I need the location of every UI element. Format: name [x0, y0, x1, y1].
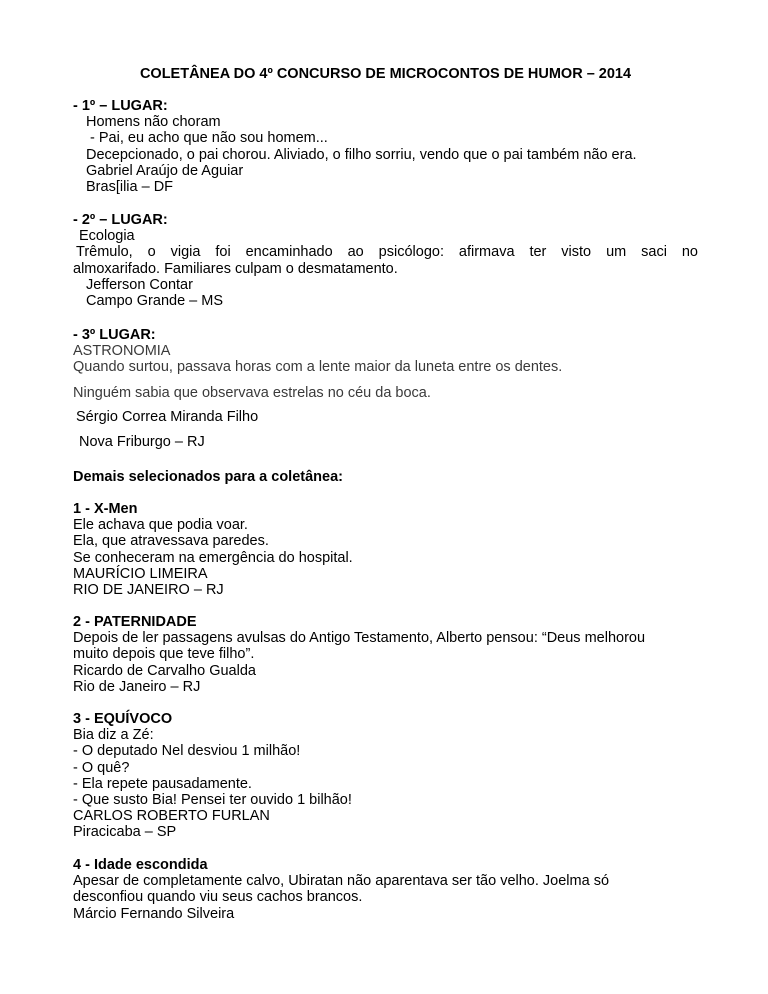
story-city: RIO DE JANEIRO – RJ — [73, 582, 224, 599]
story-line: - O deputado Nel desviou 1 milhão! — [73, 743, 301, 760]
story-x-men — [73, 501, 698, 598]
story-line: Depois de ler passagens avulsas do Antigo Testamento, Alberto pensou: “Deus melhorou — [73, 630, 646, 647]
first-author: Gabriel Araújo de Aguiar — [86, 162, 244, 179]
second-author: Jefferson Contar — [86, 276, 193, 293]
story-author: Márcio Fernando Silveira — [73, 905, 235, 922]
first-place-heading: - 1º – LUGAR: — [73, 98, 168, 114]
story-heading: 4 - Idade escondida — [73, 857, 208, 873]
third-author-block — [73, 409, 698, 425]
story-heading: 2 - PATERNIDADE — [73, 614, 197, 630]
third-story-line: Ninguém sabia que observava estrelas no céu da boca. — [73, 385, 431, 401]
first-city: Bras[ilia – DF — [86, 179, 174, 196]
second-city: Campo Grande – MS — [86, 293, 224, 310]
third-place-section — [73, 327, 698, 376]
story-city: Piracicaba – SP — [73, 824, 177, 841]
story-line: Bia diz a Zé: — [73, 727, 154, 744]
third-place-heading: - 3º LUGAR: — [73, 327, 156, 343]
story-heading: 3 - EQUÍVOCO — [73, 711, 173, 727]
story-paternidade — [73, 614, 698, 695]
document-title: COLETÂNEA DO 4º CONCURSO DE MICROCONTOS DE HUMOR – 2014 — [139, 66, 632, 82]
third-story-title: ASTRONOMIA — [73, 343, 171, 360]
second-place-section — [73, 212, 698, 309]
story-line: Apesar de completamente calvo, Ubiratan não aparentava ser tão velho. Joelma só — [73, 873, 610, 890]
story-line: - Ela repete pausadamente. — [73, 775, 252, 792]
others-heading: Demais selecionados para a coletânea: — [73, 469, 343, 485]
story-line: Se conheceram na emergência do hospital. — [73, 549, 353, 566]
story-author: Ricardo de Carvalho Gualda — [73, 662, 256, 679]
first-story-line: Decepcionado, o pai chorou. Aliviado, o filho sorriu, vendo que o pai também não era. — [86, 146, 637, 163]
story-author: MAURÍCIO LIMEIRA — [73, 565, 208, 582]
third-story-line: Quando surtou, passava horas com a lente maior da luneta entre os dentes. — [73, 359, 563, 376]
story-heading: 1 - X-Men — [73, 501, 138, 517]
story-equivoco — [73, 711, 698, 841]
story-city: Rio de Janeiro – RJ — [73, 678, 201, 695]
others-section — [73, 469, 698, 485]
third-city-block — [73, 434, 698, 450]
story-line: Ela, que atravessava paredes. — [73, 533, 269, 550]
story-line: - Que susto Bia! Pensei ter ouvido 1 bilhão! — [73, 792, 352, 809]
third-author: Sérgio Correa Miranda Filho — [76, 409, 259, 425]
story-line: muito depois que teve filho”. — [73, 646, 255, 663]
third-city: Nova Friburgo – RJ — [79, 434, 205, 450]
story-line: - O quê? — [73, 759, 130, 776]
second-story-line: Trêmulo, o vigia foi encaminhado ao psicólogo: afirmava ter visto um saci no — [76, 244, 698, 261]
first-place-section — [73, 98, 698, 195]
story-author: CARLOS ROBERTO FURLAN — [73, 808, 270, 825]
first-story-line: - Pai, eu acho que não sou homem... — [86, 130, 328, 147]
story-line: desconfiou quando viu seus cachos brancos. — [73, 889, 363, 906]
second-story-title: Ecologia — [79, 228, 135, 245]
second-story-line: almoxarifado. Familiares culpam o desmatamento. — [73, 260, 398, 277]
story-line: Ele achava que podia voar. — [73, 517, 248, 534]
first-story-title: Homens não choram — [86, 114, 221, 131]
third-story-continuation — [73, 385, 698, 401]
second-place-heading: - 2º – LUGAR: — [73, 212, 168, 228]
story-idade-escondida — [73, 857, 698, 922]
